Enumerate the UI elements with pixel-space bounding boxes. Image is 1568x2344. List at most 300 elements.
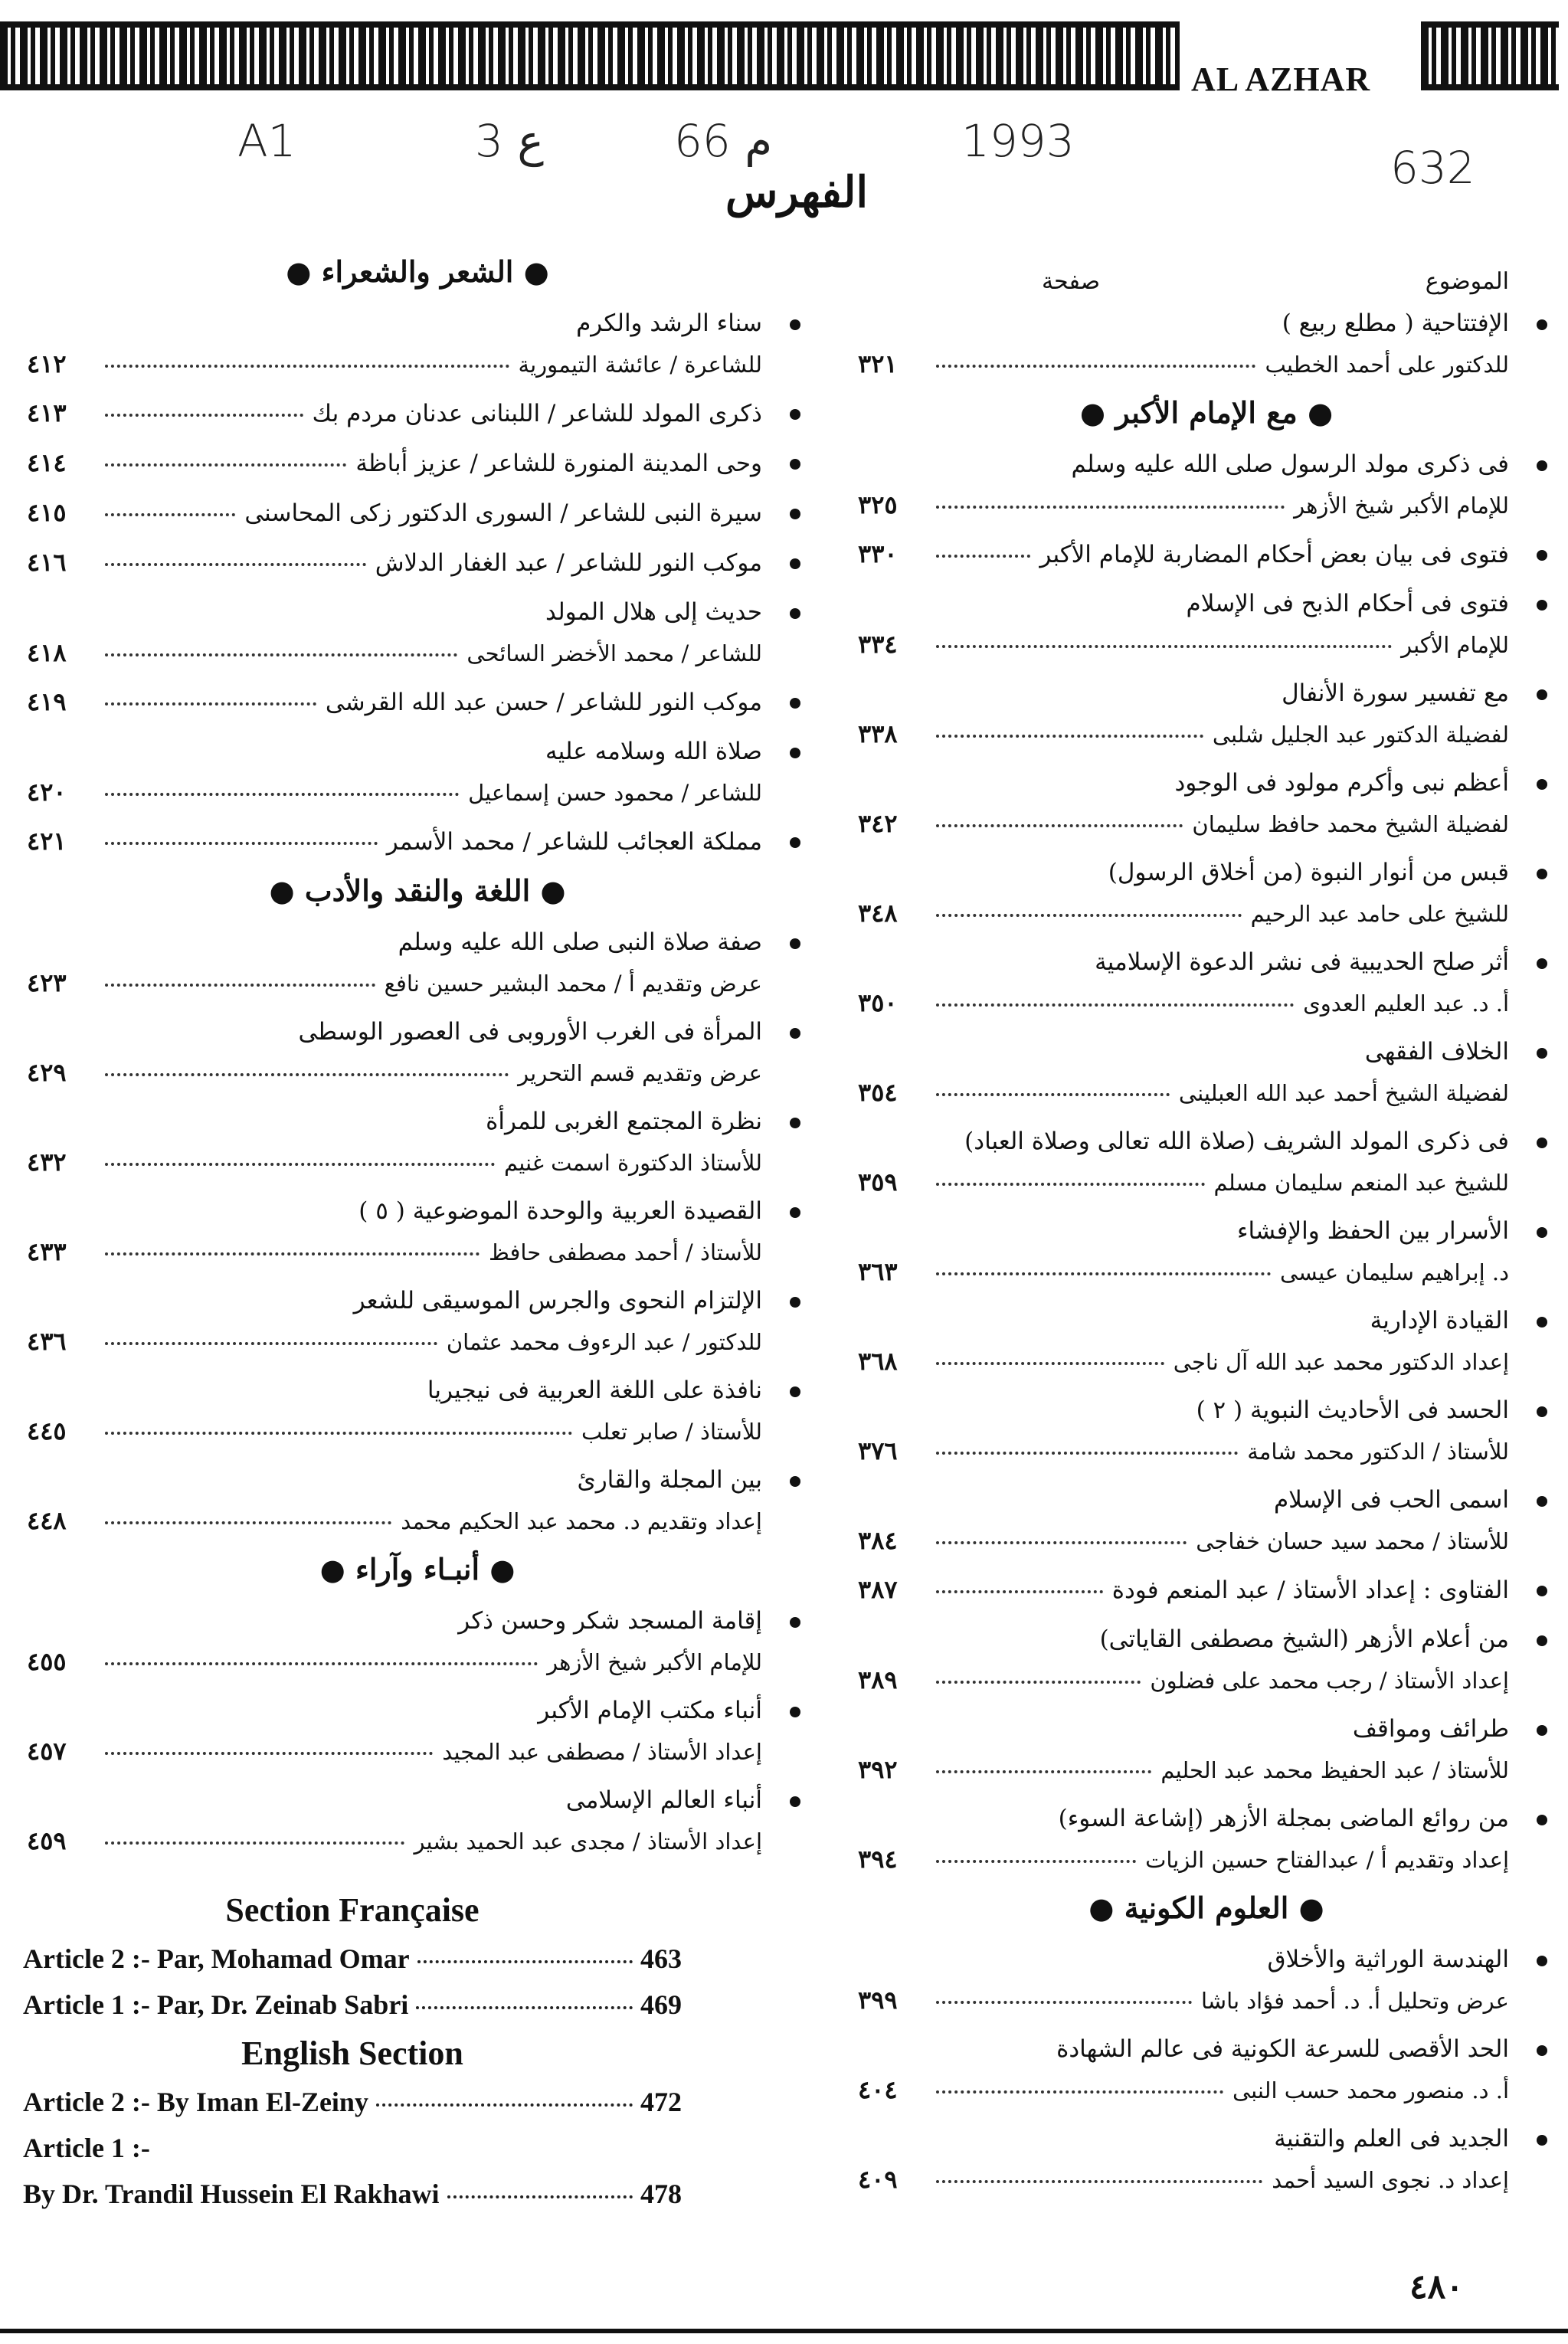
entry-author-line [858, 344, 1555, 385]
entry-page: ٣٣٠ [858, 539, 898, 568]
entry-title-text: الفتاوى : إعداد الأستاذ / عبد المنعم فودة [1111, 1576, 1509, 1604]
entry-page: ٤٢١ [27, 827, 67, 856]
entry-title [27, 303, 808, 344]
bullet-icon [790, 1028, 800, 1039]
toc-entry [27, 1101, 808, 1183]
handwritten-note: 3 ع [475, 115, 544, 167]
toc-entry [858, 1031, 1555, 1113]
bullet-icon [790, 1118, 800, 1128]
leader-dots [105, 984, 375, 987]
leader-dots [936, 506, 1285, 509]
toc-entry [27, 1459, 808, 1541]
section-heading: ● الشعر والشعراء ● [286, 254, 549, 289]
section-heading: ● اللغة والنقد والأدب ● [269, 873, 566, 908]
bullet-icon [790, 558, 800, 569]
entry-title [27, 1101, 808, 1142]
entry-author-line [858, 983, 1555, 1023]
bullet-icon [790, 409, 800, 420]
bullet-icon [790, 748, 800, 758]
bullet-icon [1537, 1048, 1547, 1059]
article-line [23, 2171, 682, 2217]
entry-title-text: الخلاف الفقهى [1364, 1038, 1509, 1066]
toc-entry [27, 1600, 808, 1682]
article-line [23, 2125, 682, 2171]
leader-dots [936, 1541, 1187, 1544]
column-header [1042, 268, 1509, 295]
entry-author-line [858, 1341, 1555, 1382]
leader-dots [376, 2103, 633, 2107]
entry-page: ٣٥٠ [858, 988, 898, 1017]
entry-page: ٣٢١ [858, 349, 898, 378]
entry-title [27, 392, 808, 434]
entry-title-text: فى ذكرى المولد الشريف (صلاة الله تعالى وصلاة العباد) [964, 1128, 1509, 1155]
bullet-icon [1537, 1227, 1547, 1238]
entry-author: للإمام الأكبر شيخ الأزهر [1294, 493, 1509, 519]
entry-title [858, 2028, 1555, 2070]
entry-title-text: أثر صلح الحديبية فى نشر الدعوة الإسلامية [1095, 948, 1509, 976]
bullet-icon [790, 459, 800, 470]
entry-author: عرض وتحليل أ. د. أحمد فؤاد باشا [1200, 1988, 1509, 2014]
article-label: Article 2 :- By Iman El-Zeiny [23, 2087, 368, 2117]
leader-dots [936, 365, 1255, 368]
entry-page: ٤١٨ [27, 638, 67, 667]
leader-dots [936, 555, 1030, 558]
entry-page: ٣٥٤ [858, 1078, 898, 1107]
toc-entry [27, 392, 808, 434]
entry-title [858, 852, 1555, 893]
entry-title [27, 591, 808, 633]
entry-author-line [27, 1053, 808, 1093]
leader-dots [105, 1342, 437, 1345]
entry-title [858, 1031, 1555, 1072]
entry-author: للأستاذ / أحمد مصطفى حافظ [488, 1239, 762, 1265]
entry-author: للدكتور على أحمد الخطيب [1265, 352, 1509, 378]
toc-entry [27, 681, 808, 723]
article-page: 478 [640, 2179, 682, 2209]
entry-title [858, 941, 1555, 983]
leader-dots [105, 365, 509, 368]
leader-dots [105, 1752, 433, 1755]
entry-page: ٤٣٦ [27, 1327, 67, 1356]
bullet-icon [1537, 1725, 1547, 1736]
entry-author: للأستاذ / عبد الحفيظ محمد عبد الحليم [1160, 1757, 1509, 1783]
entry-author-line [27, 1821, 808, 1861]
entry-page: ٤٠٤ [858, 2075, 898, 2104]
entry-author-line [27, 633, 808, 673]
leader-dots [105, 793, 459, 796]
article-line [23, 1936, 682, 1982]
entry-title-text: فى ذكرى مولد الرسول صلى الله عليه وسلم [1071, 450, 1509, 478]
entry-title [27, 542, 808, 584]
leader-dots [105, 1841, 404, 1845]
entry-title [858, 673, 1555, 714]
leader-dots [936, 1770, 1151, 1773]
bullet-icon [1537, 1317, 1547, 1328]
article-label: Article 1 :- Par, Dr. Zeinab Sabri [23, 1989, 409, 2020]
entry-title-text: إقامة المسجد شكر وحسن ذكر [458, 1607, 762, 1635]
section-heading: ● العلوم الكونية ● [1088, 1891, 1324, 1925]
entry-title-text: من أعلام الأزهر (الشيخ مصطفى القاياتى) [1099, 1625, 1509, 1653]
entry-author-line [27, 344, 808, 385]
entry-author: للشيخ عبد المنعم سليمان مسلم [1213, 1170, 1509, 1196]
entry-title [858, 1479, 1555, 1521]
entry-author: د. إبراهيم سليمان عيسى [1280, 1259, 1509, 1285]
toc-entry [858, 762, 1555, 844]
toc-entry [858, 1619, 1555, 1701]
entry-page: ٤٣٢ [27, 1147, 67, 1177]
toc-right-column [858, 253, 1555, 2208]
entry-title [858, 303, 1555, 344]
leader-dots [416, 2006, 633, 2009]
entry-title [27, 1280, 808, 1321]
leader-dots [936, 1362, 1164, 1365]
entry-title [858, 1619, 1555, 1660]
bullet-icon [1537, 1586, 1547, 1596]
entry-page: ٣٨٤ [858, 1526, 898, 1555]
entry-title-text: المرأة فى الغرب الأوروبى فى العصور الوسطى [298, 1018, 762, 1046]
entry-author-line [858, 1431, 1555, 1472]
entry-author-line [858, 1252, 1555, 1292]
entry-author: إعداد الأستاذ / مجدى عبد الحميد بشير [414, 1828, 762, 1855]
entry-author: للشاعرة / عائشة التيمورية [518, 352, 762, 378]
bullet-icon [790, 608, 800, 619]
toc-entry [858, 852, 1555, 934]
entry-page: ٤١٤ [27, 448, 67, 477]
entry-title [858, 533, 1555, 575]
entry-title-text: بين المجلة والقارئ [577, 1466, 762, 1494]
section-heading: ● مع الإمام الأكبر ● [1079, 395, 1334, 430]
leader-dots [936, 824, 1183, 827]
bullet-icon [1537, 958, 1547, 969]
entry-author: إعداد الدكتور محمد عبد الله آل ناجى [1173, 1349, 1509, 1375]
leader-dots [936, 2090, 1223, 2094]
entry-author-line [27, 1411, 808, 1452]
bullet-icon [790, 509, 800, 519]
bullet-icon [790, 938, 800, 949]
entry-author-line [27, 1142, 808, 1183]
entry-title-text: من روائع الماضى بمجلة الأزهر (إشاعة السوء) [1058, 1805, 1509, 1832]
bullet-icon [790, 1476, 800, 1487]
entry-title-text: طرائف ومواقف [1352, 1715, 1509, 1743]
bullet-icon [1537, 2135, 1547, 2146]
entry-title-text: مع تفسير سورة الأنفال [1282, 679, 1509, 707]
leader-dots [936, 2180, 1262, 2183]
entry-author: إعداد د. نجوى السيد أحمد [1272, 2167, 1509, 2193]
entry-author: للأستاذ الدكتورة اسمت غنيم [503, 1150, 762, 1176]
bullet-icon [1537, 550, 1547, 561]
bullet-icon [1537, 1956, 1547, 1966]
bullet-icon [1537, 460, 1547, 471]
entry-title [858, 1708, 1555, 1750]
entry-page: ٣٨٧ [858, 1575, 898, 1604]
entry-title [27, 820, 808, 863]
footer-rule [0, 2329, 1568, 2333]
entry-title-text: موكب النور للشاعر / عبد الغفار الدلاش [375, 549, 762, 577]
toc-entry [858, 1939, 1555, 2021]
toc-entry [27, 820, 808, 863]
toc-entry [27, 591, 808, 673]
entry-author-line [27, 1501, 808, 1541]
entry-page: ٤٢٩ [27, 1058, 67, 1087]
toc-entry [27, 542, 808, 584]
entry-title [27, 1779, 808, 1821]
entry-title [858, 1210, 1555, 1252]
entry-title-text: وحى المدينة المنورة للشاعر / عزيز أباظة [355, 450, 762, 477]
leader-dots [936, 735, 1203, 738]
entry-author: إعداد الأستاذ / مصطفى عبد المجيد [442, 1739, 762, 1765]
leader-dots [105, 414, 303, 417]
entry-title [27, 492, 808, 534]
toc-entry [27, 1370, 808, 1452]
entry-page: ٤٢٠ [27, 778, 67, 807]
entry-author-line [27, 1731, 808, 1772]
article-page: 463 [640, 1943, 682, 1974]
entry-page: ٤٣٣ [27, 1237, 67, 1266]
entry-author: إعداد الأستاذ / رجب محمد على فضلون [1150, 1668, 1509, 1694]
article-line [23, 1982, 682, 2028]
entry-author-line [858, 1980, 1555, 2021]
bullet-icon [1537, 1496, 1547, 1507]
bullet-icon [1537, 779, 1547, 790]
entry-title-text: حديث إلى هلال المولد [545, 598, 762, 626]
english-section-title: English Section [241, 2035, 463, 2072]
entry-author: إعداد وتقديم أ / عبدالفتاح حسين الزيات [1145, 1847, 1509, 1873]
entry-title-text: اسمى الحب فى الإسلام [1273, 1486, 1509, 1514]
bullet-icon [1537, 1406, 1547, 1417]
entry-page: ٣٧٦ [858, 1436, 898, 1465]
article-label: Article 1 :- [23, 2133, 150, 2163]
entry-page: ٣٩٤ [858, 1845, 898, 1874]
entry-author-line [858, 1072, 1555, 1113]
french-section-title: Section Française [225, 1891, 480, 1929]
entry-author-line [27, 772, 808, 813]
leader-dots [105, 1073, 509, 1076]
entry-title [27, 1370, 808, 1411]
bullet-icon [790, 1386, 800, 1397]
entry-author: للأستاذ / محمد سيد حسان خفاجى [1196, 1528, 1509, 1554]
entry-author-line [858, 893, 1555, 934]
toc-entry [27, 1690, 808, 1772]
entry-title [858, 444, 1555, 485]
entry-page: ٣٦٨ [858, 1347, 898, 1376]
toc-entry [858, 1708, 1555, 1790]
ornamental-border [0, 21, 1180, 90]
entry-page: ٤٥٧ [27, 1737, 67, 1766]
handwritten-note: 632 [1390, 142, 1475, 194]
leader-dots [936, 2001, 1192, 2004]
entry-title [27, 1190, 808, 1232]
toc-entry [27, 731, 808, 813]
article-line [23, 2079, 682, 2125]
entry-page: ٣٣٤ [858, 630, 898, 659]
entry-page: ٣٤٢ [858, 809, 898, 838]
entry-title [858, 1939, 1555, 1980]
entry-author: إعداد وتقديم د. محمد عبد الحكيم محمد [401, 1508, 762, 1534]
entry-title-text: فتوى فى أحكام الذبح فى الإسلام [1186, 590, 1509, 617]
toc-entry [858, 583, 1555, 665]
bullet-icon [790, 1796, 800, 1807]
entry-title-text: الحسد فى الأحاديث النبوية ( ٢ ) [1196, 1396, 1509, 1424]
entry-title-text: أعظم نبى وأكرم مولود فى الوجود [1174, 769, 1509, 797]
toc-entry [858, 1300, 1555, 1382]
leader-dots [936, 1093, 1170, 1096]
entry-author: للشيخ على حامد عبد الرحيم [1250, 901, 1509, 927]
entry-page: ٣٣٨ [858, 719, 898, 748]
entry-title [27, 681, 808, 723]
section-heading: ● أنبـاء وآراء ● [319, 1552, 516, 1586]
entry-author: عرض وتقديم أ / محمد البشير حسين نافع [384, 971, 762, 997]
entry-title [27, 1600, 808, 1642]
toc-entry [858, 1390, 1555, 1472]
bullet-icon [790, 1207, 800, 1218]
entry-author: للشاعر / محمود حسن إسماعيل [468, 780, 762, 806]
leader-dots [936, 1860, 1136, 1863]
bullet-icon [1537, 1635, 1547, 1646]
entry-page: ٤٤٨ [27, 1506, 67, 1535]
entry-title [27, 922, 808, 963]
entry-page: ٤١٥ [27, 498, 67, 527]
entry-author-line [858, 1660, 1555, 1701]
entry-author: للأستاذ / صابر تعلب [581, 1419, 762, 1445]
toc-entry [858, 1210, 1555, 1292]
leader-dots [105, 513, 235, 516]
handwritten-note: 66 م [674, 115, 773, 167]
toc-entry [858, 303, 1555, 385]
entry-page: ٣٦٣ [858, 1257, 898, 1286]
entry-title [858, 1300, 1555, 1341]
entry-author-line [858, 2070, 1555, 2110]
bullet-icon [790, 837, 800, 848]
toc-entry [27, 1280, 808, 1362]
handwritten-note: 1993 [961, 115, 1075, 167]
entry-title [27, 1459, 808, 1501]
entry-page: ٤١٩ [27, 687, 67, 716]
topic-header: الموضوع [1425, 268, 1509, 295]
entry-title-text: موكب النور للشاعر / حسن عبد الله القرشى [325, 689, 762, 716]
entry-title-text: الحد الأقصى للسرعة الكونية فى عالم الشهادة [1056, 2035, 1509, 2063]
entry-title-text: قبس من أنوار النبوة (من أخلاق الرسول) [1108, 859, 1509, 886]
entry-title-text: سيرة النبى للشاعر / السورى الدكتور زكى المحاسنى [244, 499, 762, 527]
entry-title-text: صفة صلاة النبى صلى الله عليه وسلم [398, 928, 762, 956]
bullet-icon [1537, 319, 1547, 330]
entry-author-line [27, 1642, 808, 1682]
entry-title [27, 442, 808, 484]
leader-dots [936, 1590, 1103, 1593]
bullet-icon [790, 1617, 800, 1628]
page-number: ٤٨٠ [1409, 2267, 1464, 2306]
toc-entry [27, 442, 808, 484]
entry-page: ٤٤٥ [27, 1416, 67, 1445]
ornamental-border-right [1421, 21, 1559, 90]
toc-entry [858, 1569, 1555, 1611]
bullet-icon [790, 1707, 800, 1717]
entry-title-text: الأسرار بين الحفظ والإفشاء [1236, 1217, 1509, 1245]
toc-entry [27, 1011, 808, 1093]
entry-author: لفضيلة الشيخ محمد حافظ سليمان [1192, 811, 1509, 837]
entry-title-text: نافذة على اللغة العربية فى نيجيريا [427, 1377, 762, 1404]
entry-author: للأستاذ / الدكتور محمد شامة [1247, 1439, 1509, 1465]
entry-title-text: الإلتزام النحوى والجرس الموسيقى للشعر [353, 1287, 762, 1314]
bullet-icon [790, 698, 800, 709]
bullet-icon [790, 319, 800, 330]
leader-dots [105, 563, 366, 566]
entry-author-line [858, 485, 1555, 525]
entry-author-line [858, 2159, 1555, 2200]
article-label: Article 2 :- Par, Mohamad Omar [23, 1943, 410, 1974]
toc-entry [27, 492, 808, 534]
entry-author: أ. د. عبد العليم العدوى [1303, 990, 1509, 1016]
entry-title-text: القيادة الإدارية [1370, 1307, 1509, 1334]
page-title: الفهرس [725, 167, 869, 218]
entry-author: للإمام الأكبر شيخ الأزهر [547, 1649, 762, 1675]
bullet-icon [1537, 600, 1547, 611]
toc-entry [858, 2028, 1555, 2110]
leader-dots [105, 1521, 391, 1524]
bullet-icon [790, 1297, 800, 1308]
entry-title [858, 2118, 1555, 2159]
entry-author-line [858, 1521, 1555, 1561]
leader-dots [936, 645, 1392, 648]
entry-page: ٤١٢ [27, 349, 67, 378]
entry-author-line [858, 804, 1555, 844]
entry-title [858, 1121, 1555, 1162]
leader-dots [936, 1681, 1141, 1684]
article-page: 469 [640, 1989, 682, 2020]
entry-page: ٤٥٥ [27, 1647, 67, 1676]
entry-title-text: الإفتتاحية ( مطلع ربيع ) [1282, 309, 1509, 337]
leader-dots [105, 1163, 495, 1166]
leader-dots [105, 653, 457, 656]
entry-title-text: الجديد فى العلم والتقنية [1274, 2125, 1509, 2152]
entry-title-text: نظرة المجتمع الغربى للمرأة [486, 1108, 762, 1135]
entry-author-line [858, 624, 1555, 665]
entry-author-line [858, 1162, 1555, 1203]
entry-page: ٤٥٩ [27, 1826, 67, 1855]
bullet-icon [1537, 1138, 1547, 1148]
entry-page: ٤٠٩ [858, 2165, 898, 2194]
toc-entry [858, 533, 1555, 575]
entry-title-text: مملكة العجائب للشاعر / محمد الأسمر [386, 828, 762, 856]
toc-entry [27, 1190, 808, 1272]
entry-author: للإمام الأكبر [1401, 632, 1509, 658]
leader-dots [936, 1003, 1294, 1007]
leader-dots [936, 1452, 1238, 1455]
entry-title-text: فتوى فى بيان بعض أحكام المضاربة للإمام الأكبر [1039, 541, 1509, 568]
entry-author-line [27, 963, 808, 1003]
leader-dots [936, 1272, 1271, 1275]
article-label: By Dr. Trandil Hussein El Rakhawi [23, 2179, 440, 2209]
entry-page: ٣٥٩ [858, 1167, 898, 1197]
toc-entry [27, 303, 808, 385]
leader-dots [105, 1252, 480, 1255]
entry-author-line [858, 714, 1555, 755]
entry-title [858, 1798, 1555, 1839]
article-page: 472 [640, 2087, 682, 2117]
entry-title [27, 1011, 808, 1053]
leader-dots [936, 914, 1242, 917]
entry-author: أ. د. منصور محمد حسب النبى [1232, 2077, 1509, 2103]
leader-dots [105, 702, 316, 705]
bullet-icon [1537, 2045, 1547, 2056]
entry-page: ٣٨٩ [858, 1665, 898, 1694]
leader-dots [936, 1183, 1205, 1186]
toc-entry [858, 2118, 1555, 2200]
toc-entry [27, 1779, 808, 1861]
entry-page: ٤١٦ [27, 548, 67, 577]
toc-left-column [27, 244, 808, 1869]
entry-title [858, 1569, 1555, 1611]
entry-title-text: أنباء مكتب الإمام الأكبر [538, 1697, 762, 1724]
